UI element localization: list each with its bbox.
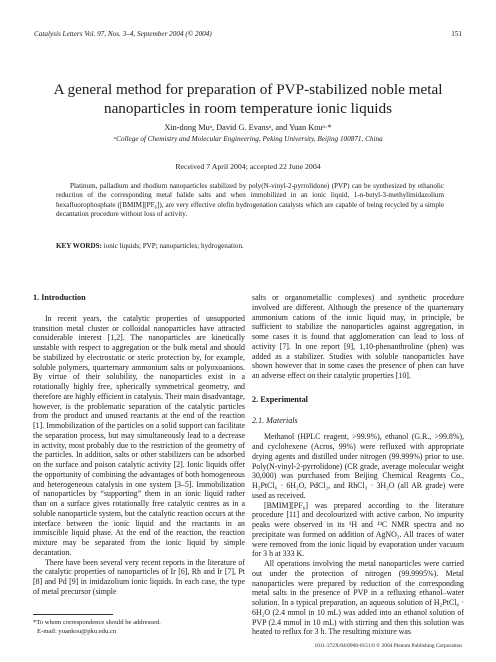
affiliation: ᵃCollege of Chemistry and Molecular Engineering, Peking University, Beijing 100871, China	[113, 135, 383, 143]
right-column	[252, 293, 464, 637]
keywords-label: KEY WORDS:	[56, 242, 102, 250]
title-line-1: A general method for preparation of PVP-stabilized noble metal	[53, 81, 443, 98]
intro-paragraph-continued: salts or organometallic complexes) and synthetic procedure involved are different. Although the presence of the quarternary ammonium cations of the ionic liquid may, in principle, be sufficient to stabilize the nanoparticles against aggregation, in some cases it is found that agglomeration can lead to loss of activity [7]. In one report [9], 1,10-phenanthroline (phen) was added as a stabilizer. Studies with soluble nanoparticles have shown however that in some cases the presence of phen can have an adverse effect on their catalytic properties [10].	[252, 293, 464, 380]
title-line-2: nanoparticles in room temperature ionic liquids	[103, 100, 393, 117]
copyright-line: 1011-372X/04/0900-0151/0 © 2004 Plenum Publishing Corporation	[314, 643, 462, 649]
abstract: Platinum, palladium and rhodium nanoparticles stabilized by poly(N-vinyl-2-pyrrolidone) (PVP) can be synthesized by ethanolic reduction of the corresponding metal halide salts and when immobilized in an ionic liquid, 1-n-butyl-3-methylimidazolium hexafluorophosphate ([BMIM][PF₆]), are very effective olefin hydrogenation catalysts which are capable of being recycled by a simple decantation procedure without loss of activity.	[56, 182, 444, 219]
keywords	[56, 242, 444, 250]
running-head	[34, 30, 462, 42]
section-heading-experimental: 2. Experimental	[252, 394, 308, 404]
author-list: Xin-dong Muᵃ, David G. Evansᵃ, and Yuan Kouᵃ·*	[164, 123, 332, 132]
section-heading-introduction: 1. Introduction	[33, 293, 86, 302]
ionic-liquid-paragraph: [BMIM][PF₆] was prepared according to the literature procedure [11] and decolourized with active carbon. No impurity peaks were observed in its ¹H and ¹³C NMR spectra and no precipitate was formed on addition of AgNO₃. All traces of water were removed from the ionic liquid by evaporation under vacuum for 3 h at 333 K.	[252, 500, 464, 559]
keywords-text: ionic liquids; PVP; nanoparticles; hydrogenation.	[103, 242, 244, 250]
received-dates: Received 7 April 2004; accepted 22 June 2004	[175, 162, 321, 171]
footnote-correspondence: *To whom correspondence should be addressed.	[33, 619, 161, 626]
article-title	[30, 80, 466, 118]
materials-paragraph: Methanol (HPLC reagent, >99.9%), ethanol (G.R., >99.8%), and cyclohexene (Acros, 99%) were refluxed with appropriate drying agents and distilled under nitrogen (99.999%) prior to use. Poly(N-vinyl-2-pyrrolidone) (CR grade, average molecular weight 30,000) was purchased from Beijing Chemical Reagents Co., H₂PtCl₆ · 6H₂O, PdCl₂, and RhCl₃ · 3H₂O (all AR grade) were used as received.	[252, 432, 464, 500]
subsection-heading-materials: 2.1. Materials	[252, 415, 298, 425]
intro-paragraph-2: There have been several very recent reports in the literature of the catalytic properties of nanoparticles of Ir [6], Rh and Ir [7], Pt [8] and Pd [9] in imidazolium ionic liquids. In each case, the type of metal precursor (simple	[33, 557, 245, 596]
footnote-email: E-mail: yuankou@pku.edu.cn	[37, 628, 117, 635]
footnote-divider	[33, 614, 113, 615]
intro-paragraph-1: In recent years, the catalytic properties of unsupported transition metal cluster or colloidal nanoparticles have attracted considerable interest [1,2]. The nanoparticles are kinetically unstable with respect to aggregation or the bulk metal and should be stabilized by electrostatic or steric protection by, for example, soluble polymers, quarternary ammonium salts or polyoxoanions. By virtue of their solubility, the nanoparticles exist in a rotationally highly free, spherically symmetrical geometry, and therefore are highly efficient in catalysis. Their main disadvantage, however, is the problematic separation of the catalytic particles from the product and unused reactants at the end of the reaction [1]. Immobilization of the particles on a solid support can facilitate the separation process, but may simultaneously lead to a decrease in activity, most probably due to the restriction of the geometry of the particles. In addition, salts or other stabilizers can be adsorbed on the surface and poison catalytic activity [2]. Ionic liquids offer the opportunity of combining the advantages of both homogeneous and heterogeneous catalysis in one system [3–5]. Immobilization of nanoparticles by “supporting” them in an ionic liquid rather than on a surface gives rotationally free catalytic centres as in a soluble nanoparticle system, but the catalytic reaction occurs at the interface between the ionic liquid and the reactants in an immiscible liquid phase. At the end of the reaction, the reaction mixture may be separated from the ionic liquid by simple decantation.	[33, 313, 245, 557]
footnote	[33, 618, 245, 636]
journal-citation: Catalysis Letters Vol. 97, Nos. 3–4, September 2004 (© 2004)	[34, 30, 212, 38]
preparation-paragraph: All operations involving the metal nanoparticles were carried out under the protection of nitrogen (99.9995%). Metal nanoparticles were prepared by reduction of the corresponding metal salts in the presence of PVP in a refluxing ethanol–water solution. In a typical preparation, an aqueous solution of H₂PtCl₆ · 6H₂O (2.4 mmol in 10 mL) was added into an ethanol solution of PVP (2.4 mmol in 10 mL) with stirring and then this solution was heated to reflux for 3 h. The resulting mixture was	[252, 559, 464, 637]
page-number: 151	[451, 30, 462, 38]
left-column	[33, 293, 245, 597]
